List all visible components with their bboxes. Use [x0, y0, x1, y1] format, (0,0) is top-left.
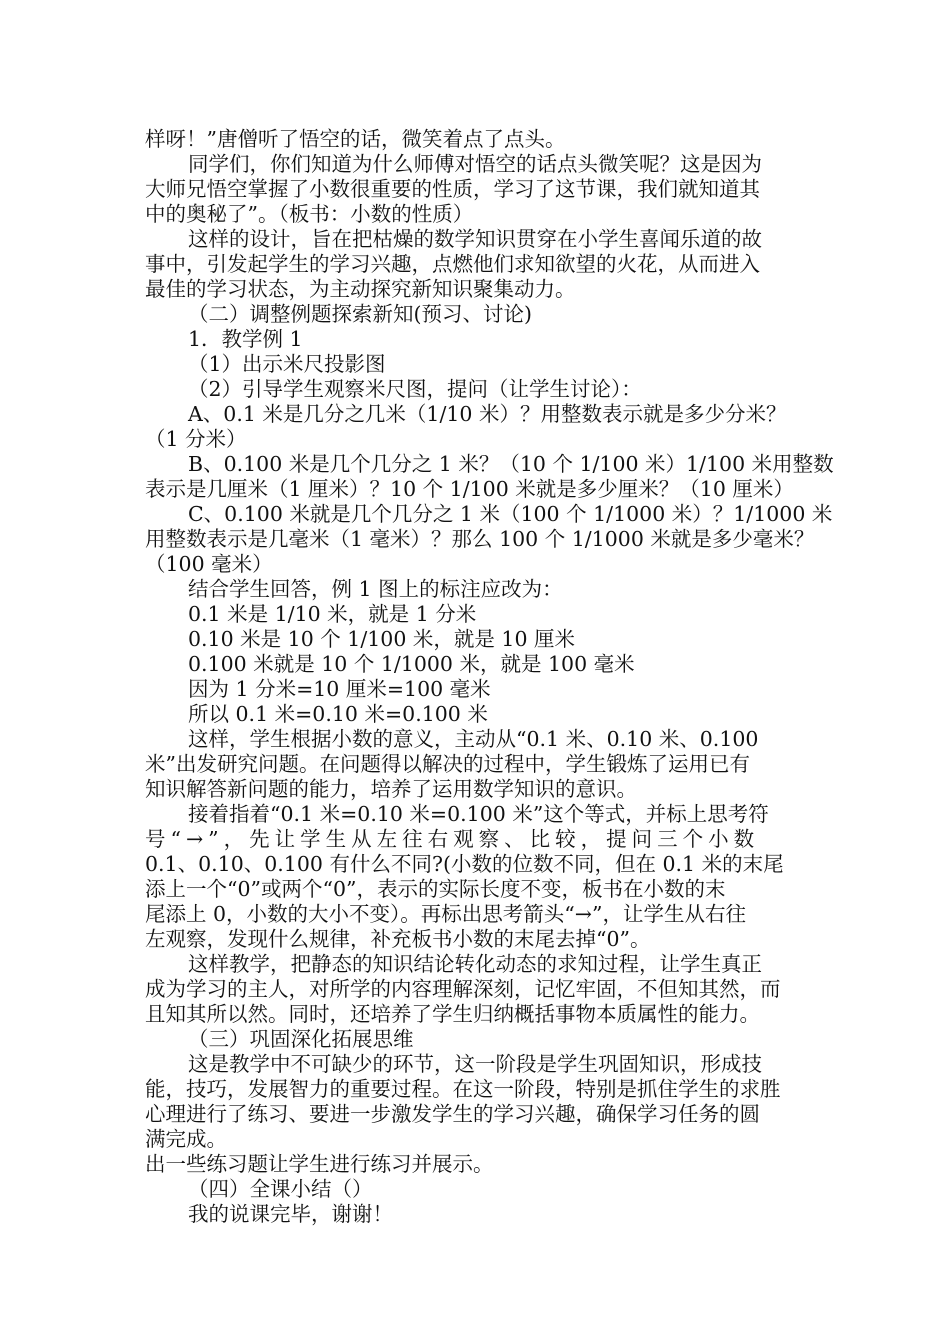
- text-line: 左观察，发现什么规律，补充板书小数的末尾去掉“0”。: [145, 927, 651, 951]
- text-line: 同学们，你们知道为什么师傅对悟空的话点头微笑呢？这是因为: [188, 152, 762, 176]
- text-line: 能，技巧，发展智力的重要过程。在这一阶段，特别是抓住学生的求胜: [145, 1077, 781, 1101]
- text-line: 用整数表示是几毫米（1 毫米）？那么 100 个 1/1000 米就是多少毫米？: [145, 527, 815, 551]
- text-line: 样呀！”唐僧听了悟空的话，微笑着点了点头。: [145, 127, 566, 151]
- text-line: 结合学生回答，例 1 图上的标注应改为：: [188, 577, 563, 601]
- section-heading: （四）全课小结（）: [188, 1177, 373, 1201]
- text-line: （2）引导学生观察米尺图，提问（让学生讨论）：: [188, 377, 642, 401]
- text-line: 1．教学例 1: [188, 327, 303, 351]
- text-line: A、0.1 米是几分之几米（1/10 米）？用整数表示就是多少分米？: [188, 402, 787, 426]
- text-line: 0.100 米就是 10 个 1/1000 米，就是 100 毫米: [188, 652, 635, 676]
- text-line: 出一些练习题让学生进行练习并展示。: [145, 1152, 494, 1176]
- text-line: B、0.100 米是几个几分之 1 米？（10 个 1/100 米）1/100 米用整数: [188, 452, 834, 476]
- text-line: 这是教学中不可缺少的环节，这一阶段是学生巩固知识，形成技: [188, 1052, 762, 1076]
- text-line: 这样，学生根据小数的意义，主动从“0.1 米、0.10 米、0.100: [188, 727, 759, 751]
- text-line: 成为学习的主人，对所学的内容理解深刻，记忆牢固，不但知其然，而: [145, 977, 781, 1001]
- text-line: 接着指着“0.1 米=0.10 米=0.100 米”这个等式，并标上思考符: [188, 802, 769, 826]
- text-line: C、0.100 米就是几个几分之 1 米（100 个 1/1000 米）？1/1000 米: [188, 502, 833, 526]
- text-line: 且知其所以然。同时，还培养了学生归纳概括事物本质属性的能力。: [145, 1002, 760, 1026]
- text-line: 表示是几厘米（1 厘米）？10 个 1/100 米就是多少厘米？（10 厘米）: [145, 477, 794, 501]
- section-heading: （二）调整例题探索新知(预习、讨论): [188, 302, 532, 326]
- text-line: 中的奥秘了”。（板书：小数的性质）: [145, 202, 474, 226]
- text-line: 0.10 米是 10 个 1/100 米，就是 10 厘米: [188, 627, 576, 651]
- text-line: 我的说课完毕，谢谢！: [188, 1202, 393, 1226]
- text-line: 这样的设计，旨在把枯燥的数学知识贯穿在小学生喜闻乐道的故: [188, 227, 762, 251]
- text-line: 0.1、0.10、0.100 有什么不同?(小数的位数不同，但在 0.1 米的末尾: [145, 852, 784, 876]
- section-heading: （三）巩固深化拓展思维: [188, 1027, 414, 1051]
- text-line: 知识解答新问题的能力，培养了运用数学知识的意识。: [145, 777, 637, 801]
- text-line: 号“→”，先让学生从左往右观察、比较，提问三个小数: [145, 827, 760, 851]
- text-line: 米”出发研究问题。在问题得以解决的过程中，学生锻炼了运用已有: [145, 752, 750, 776]
- text-line: 这样教学，把静态的知识结论转化动态的求知过程，让学生真正: [188, 952, 762, 976]
- text-line: 事中，引发起学生的学习兴趣，点燃他们求知欲望的火花，从而进入: [145, 252, 760, 276]
- text-line: （100 毫米）: [145, 552, 273, 576]
- text-line: 心理进行了练习、要进一步激发学生的学习兴趣，确保学习任务的圆: [145, 1102, 760, 1126]
- text-line: 添上一个“0”或两个“0”，表示的实际长度不变，板书在小数的末: [145, 877, 726, 901]
- text-line: 大师兄悟空掌握了小数很重要的性质，学习了这节课，我们就知道其: [145, 177, 760, 201]
- text-line: 最佳的学习状态，为主动探究新知识聚集动力。: [145, 277, 576, 301]
- text-line: 尾添上 0，小数的大小不变）。再标出思考箭头“→”，让学生从右往: [145, 902, 746, 926]
- text-line: 因为 1 分米=10 厘米=100 毫米: [188, 677, 491, 701]
- text-line: （1）出示米尺投影图: [188, 352, 386, 376]
- text-line: 所以 0.1 米=0.10 米=0.100 米: [188, 702, 488, 726]
- text-line: 满完成。: [145, 1127, 227, 1151]
- text-line: （1 分米）: [145, 427, 247, 451]
- text-line: 0.1 米是 1/10 米，就是 1 分米: [188, 602, 477, 626]
